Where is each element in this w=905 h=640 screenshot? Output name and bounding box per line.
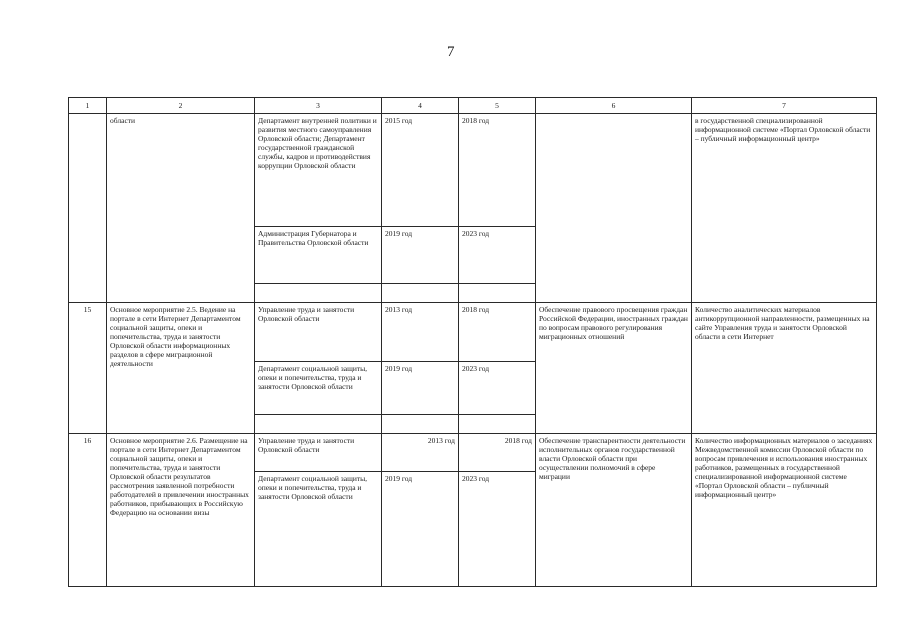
- executor-cell: Управление труда и занятости Орловской области: [255, 434, 382, 472]
- indicator-cell: Количество аналитических материалов антикоррупционной направленности, размещенных на сайте Управления труда и занятости Орловской области в сети Интернет: [692, 303, 877, 434]
- indicator-cell: Количество информационных материалов о заседаниях Межведомственной комиссии Орловской области по вопросам привлечения и использования иностранных работников, размещенных в государственной специализированной информационной системе «Портал Орловской области – публичный информационный центр»: [692, 434, 877, 587]
- col-header-6: 6: [536, 98, 692, 114]
- page-number: 7: [447, 44, 455, 60]
- table-row: [69, 114, 877, 227]
- measure-name-cell: Основное мероприятие 2.6. Размещение на портале в сети Интернет Департаментом социальной защиты, опеки и попечительства, труда и занятости Орловской области результатов рассмотрения заявленной потребности работодателей в привлечении иностранных работников, прибывающих в Российскую Федерацию на основании визы: [107, 434, 255, 587]
- executor-cell: Управление труда и занятости Орловской области: [255, 303, 382, 362]
- col-header-4: 4: [382, 98, 459, 114]
- executor-cell: Администрация Губернатора и Правительства Орловской области: [255, 227, 382, 284]
- measures-table: [68, 97, 877, 587]
- result-cell: Обеспечение транспарентности деятельности исполнительных органов государственной власти Орловской области при осуществлении полномочий в сфере миграции: [536, 434, 692, 587]
- col-header-7: 7: [692, 98, 877, 114]
- end-year-cell: 2023 год: [459, 362, 536, 415]
- col-header-3: 3: [255, 98, 382, 114]
- start-year-cell: 2015 год: [382, 114, 459, 227]
- end-year-cell: 2018 год: [459, 114, 536, 227]
- row-number-cell: 15: [69, 303, 107, 434]
- col-header-1: 1: [69, 98, 107, 114]
- result-cell: Обеспечение правового просвещения граждан Российской Федерации, иностранных граждан по вопросам правового регулирования миграционных отношений: [536, 303, 692, 434]
- measure-name-cell: области: [107, 114, 255, 303]
- executor-cell: Департамент внутренней политики и развития местного самоуправления Орловской области; Департамент государственной гражданской службы, кадров и противодействия коррупции Орловской области: [255, 114, 382, 227]
- start-year-cell: 2019 год: [382, 362, 459, 415]
- table-row: [69, 434, 877, 472]
- col-header-5: 5: [459, 98, 536, 114]
- header-row: [69, 98, 877, 114]
- start-year-cell: 2013 год: [382, 303, 459, 362]
- table-row: [69, 303, 877, 362]
- end-year-cell: 2018 год: [459, 303, 536, 362]
- result-cell: [536, 114, 692, 303]
- end-year-cell: 2023 год: [459, 227, 536, 284]
- start-year-cell: 2019 год: [382, 472, 459, 587]
- end-year-cell: 2018 год: [459, 434, 536, 472]
- start-year-cell: 2019 год: [382, 227, 459, 284]
- col-header-2: 2: [107, 98, 255, 114]
- row-number-cell: 16: [69, 434, 107, 587]
- executor-cell: Департамент социальной защиты, опеки и попечительства, труда и занятости Орловской области: [255, 362, 382, 415]
- executor-cell: Департамент социальной защиты, опеки и попечительства, труда и занятости Орловской области: [255, 472, 382, 587]
- measure-name-cell: Основное мероприятие 2.5. Ведение на портале в сети Интернет Департаментом социальной защиты, опеки и попечительства, труда и занятости Орловской области информационных разделов в сфере миграционной деятельности: [107, 303, 255, 434]
- row-number-cell: [69, 114, 107, 303]
- indicator-cell: в государственной специализированной информационной системе «Портал Орловской области – публичный информационный центр»: [692, 114, 877, 303]
- end-year-cell: 2023 год: [459, 472, 536, 587]
- start-year-cell: 2013 год: [382, 434, 459, 472]
